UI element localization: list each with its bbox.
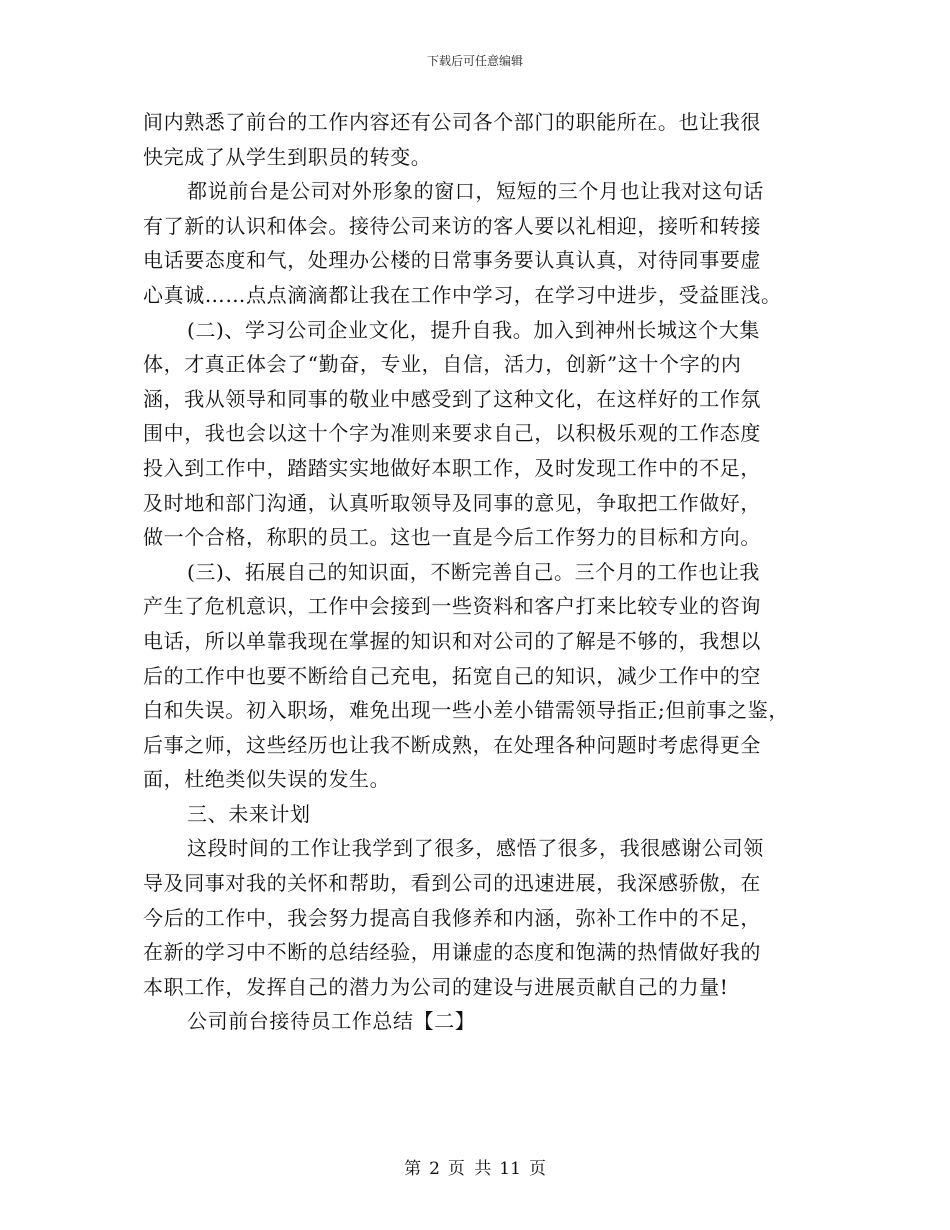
- footer-mid: 页 共: [447, 1159, 492, 1179]
- footer-suffix: 页: [528, 1159, 546, 1179]
- text-line: 都说前台是公司对外形象的窗口，短短的三个月也让我对这句话: [187, 179, 764, 204]
- text-line: 后的工作中也要不断给自己充电，拓宽自己的知识，减少工作中的空: [143, 663, 761, 688]
- text-line: 产生了危机意识，工作中会接到一些资料和客户打来比较专业的咨询: [143, 594, 761, 619]
- text-line: 做一个合格，称职的员工。这也一直是今后工作努力的目标和方向。: [143, 525, 761, 550]
- page-footer: [0, 1154, 950, 1179]
- text-line: (三)、拓展自己的知识面，不断完善自己。三个月的工作也让我: [187, 559, 761, 584]
- footer-page-number: 2: [429, 1159, 440, 1179]
- text-line: 这段时间的工作让我学到了很多，感悟了很多，我很感谢公司领: [187, 836, 764, 861]
- page-header: 下载后可任意编辑: [426, 54, 523, 68]
- text-line: 体，才真正体会了“勤奋，专业，自信，活力，创新”这十个字的内: [143, 352, 742, 377]
- text-line: 电话要态度和气，处理办公楼的日常事务要认真认真，对待同事要虚: [143, 248, 761, 273]
- text-line: 本职工作，发挥自己的潜力为公司的建设与进展贡献自己的力量!: [143, 974, 729, 999]
- text-line: 涵，我从领导和同事的敬业中感受到了这种文化，在这样好的工作氛: [143, 386, 761, 411]
- footer-prefix: 第: [404, 1159, 422, 1179]
- text-line: 今后的工作中，我会努力提高自我修养和内涵，弥补工作中的不足，: [143, 905, 761, 930]
- text-line: 围中，我也会以这十个字为准则来要求自己，以积极乐观的工作态度: [143, 421, 761, 446]
- footer-total-pages: 11: [499, 1159, 521, 1179]
- text-line: 公司前台接待员工作总结【二】: [187, 1009, 476, 1034]
- text-line: 面，杜绝类似失误的发生。: [143, 767, 391, 792]
- text-line: 三、未来计划: [187, 801, 311, 826]
- document-body: [143, 105, 823, 1039]
- text-line: 有了新的认识和体会。接待公司来访的客人要以礼相迎，接听和转接: [143, 213, 761, 238]
- text-line: 白和失误。初入职场，难免出现一些小差小错需领导指正;但前事之鉴，: [143, 698, 789, 723]
- text-line: 快完成了从学生到职员的转变。: [143, 144, 432, 169]
- text-line: 后事之师，这些经历也让我不断成熟，在处理各种问题时考虑得更全: [143, 732, 761, 757]
- text-line: 投入到工作中，踏踏实实地做好本职工作，及时发现工作中的不足，: [143, 455, 761, 480]
- text-line: 在新的学习中不断的总结经验，用谦虚的态度和饱满的热情做好我的: [143, 940, 761, 965]
- text-line: 电话，所以单靠我现在掌握的知识和对公司的了解是不够的，我想以: [143, 628, 761, 653]
- text-line: 心真诚……点点滴滴都让我在工作中学习，在学习中进步，受益匪浅。: [143, 282, 782, 307]
- text-line: 及时地和部门沟通，认真听取领导及同事的意见，争取把工作做好，: [143, 490, 761, 515]
- text-line: (二)、学习公司企业文化，提升自我。加入到神州长城这个大集: [187, 317, 761, 342]
- text-line: 导及同事对我的关怀和帮助，看到公司的迅速进展，我深感骄傲，在: [143, 871, 761, 896]
- text-line: 间内熟悉了前台的工作内容还有公司各个部门的职能所在。也让我很: [143, 110, 761, 134]
